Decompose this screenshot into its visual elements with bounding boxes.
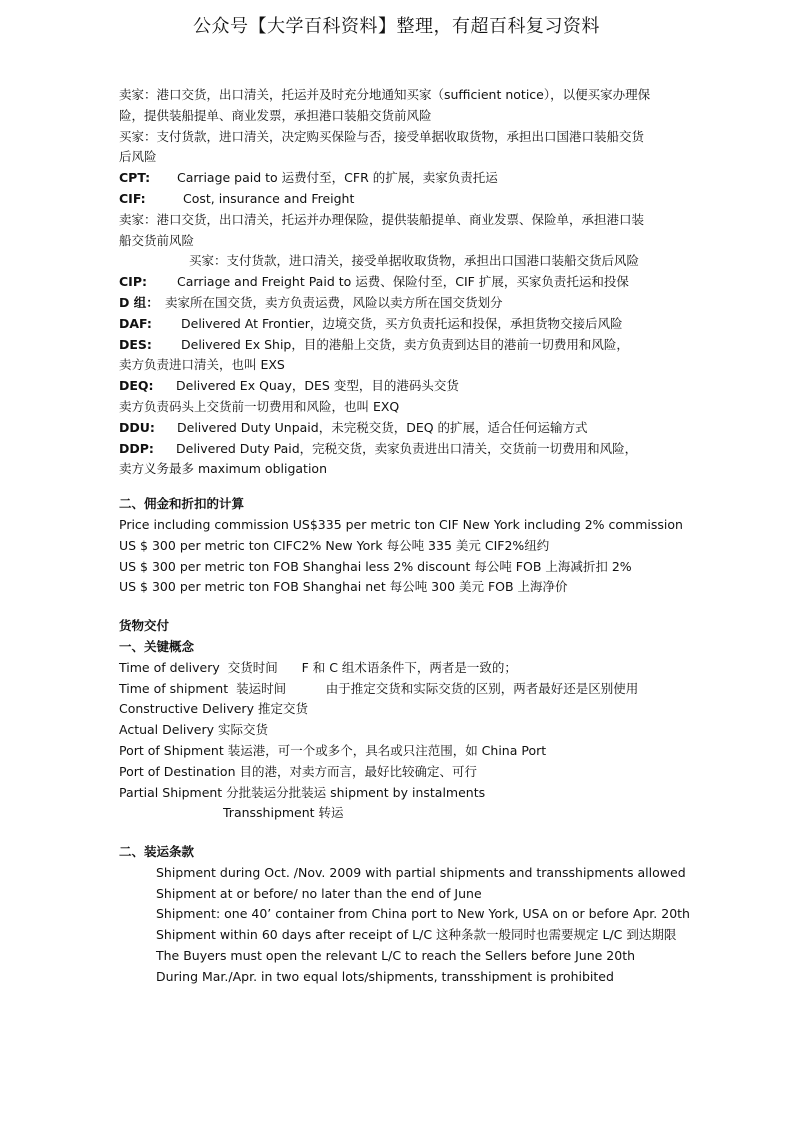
- term-ddu: [119, 418, 679, 439]
- commission-line: Price including commission US$335 per metric ton CIF New York including 2% commission: [119, 516, 683, 532]
- term-des: [119, 335, 679, 356]
- commission-line: US $ 300 per metric ton CIFC2% New York 每公吨 335 美元 CIF2%纽约: [119, 537, 550, 553]
- term-text: Carriage paid to 运费付至，CFR 的扩展，卖家负责托运: [177, 170, 498, 186]
- clause-line: Shipment during Oct. /Nov. 2009 with partial shipments and transshipments allowed: [156, 864, 686, 880]
- term-deq: [119, 376, 679, 397]
- term-label: CIF:: [119, 190, 146, 206]
- text-line: 卖方义务最多 maximum obligation: [119, 461, 327, 477]
- term-label: DDU:: [119, 419, 155, 435]
- text-line: 卖家：港口交货，出口清关，托运并办理保险，提供装船提单、商业发票、保险单，承担港口装: [119, 211, 645, 227]
- term-daf: [119, 314, 679, 335]
- concept-line: Time of shipment 装运时间 由于推定交货和实际交货的区别，两者最好还是区别使用: [119, 680, 639, 696]
- term-label: DDP:: [119, 440, 154, 456]
- section-heading-commission: 二、佣金和折扣的计算: [119, 496, 245, 512]
- term-cif: [119, 189, 679, 210]
- clause-line: The Buyers must open the relevant L/C to reach the Sellers before June 20th: [156, 948, 636, 964]
- term-text: Delivered Ex Ship，目的港船上交货，卖方负责到达目的港前一切费用和风险，: [181, 336, 629, 352]
- term-label: DAF:: [119, 315, 152, 331]
- term-cip: [119, 272, 679, 293]
- term-text: Delivered Duty Unpaid，未完税交货，DEQ 的扩展，适合任何运输方式: [177, 419, 588, 435]
- term-text: Cost, insurance and Freight: [183, 190, 355, 206]
- term-text: Delivered At Frontier，边境交货，买方负责托运和投保，承担货物交接后风险: [181, 315, 623, 331]
- term-label: DEQ:: [119, 378, 154, 394]
- term-text: Delivered Ex Quay，DES 变型，目的港码头交货: [176, 378, 459, 394]
- clause-line: Shipment: one 40’ container from China port to New York, USA on or before Apr. 20th: [156, 906, 690, 922]
- term-cpt: [119, 168, 679, 189]
- term-text: Carriage and Freight Paid to 运费、保险付至，CIF 扩展，买家负责托运和投保: [177, 274, 629, 290]
- term-label: CIP:: [119, 274, 147, 290]
- concept-line-transshipment: Transshipment 转运: [223, 805, 344, 821]
- clause-line: Shipment at or before/ no later than the end of June: [156, 885, 482, 901]
- clause-line: During Mar./Apr. in two equal lots/shipments, transshipment is prohibited: [156, 968, 614, 984]
- concept-line: Partial Shipment 分批装运分批装运 shipment by instalments: [119, 784, 486, 800]
- commission-line: US $ 300 per metric ton FOB Shanghai less 2% discount 每公吨 FOB 上海减折扣 2%: [119, 558, 632, 574]
- term-label: D 组：: [119, 294, 159, 310]
- text-line: 后风险: [119, 149, 157, 165]
- term-label: DES:: [119, 336, 152, 352]
- term-text: Delivered Duty Paid，完税交货，卖家负责进出口清关，交货前一切费用和风险，: [176, 440, 638, 456]
- clause-line: Shipment within 60 days after receipt of L/C 这种条款一般同时也需要规定 L/C 到达期限: [156, 927, 677, 943]
- concept-line: Constructive Delivery 推定交货: [119, 701, 308, 717]
- term-d-group: [119, 293, 679, 314]
- text-line: 险，提供装船提单、商业发票，承担港口装船交货前风险: [119, 107, 432, 123]
- concept-line: Port of Destination 目的港，对卖方而言，最好比较确定、可行: [119, 763, 477, 779]
- text-line: 买家：支付货款，进口清关，接受单据收取货物，承担出口国港口装船交货后风险: [189, 253, 640, 269]
- text-line: 卖方负责码头上交货前一切费用和风险，也叫 EXQ: [119, 398, 400, 414]
- document-body: [119, 85, 690, 988]
- concept-line: Port of Shipment 装运港，可一个或多个，具名或只注范围，如 China Port: [119, 742, 547, 758]
- section-heading-delivery: 货物交付: [119, 618, 170, 634]
- concept-line: Time of delivery 交货时间 F 和 C 组术语条件下，两者是一致的；: [119, 659, 517, 675]
- text-line: 卖方负责进口清关，也叫 EXS: [119, 357, 285, 373]
- term-text: 卖家所在国交货，卖方负责运费，风险以卖方所在国交货划分: [165, 294, 503, 310]
- commission-line: US $ 300 per metric ton FOB Shanghai net 每公吨 300 美元 FOB 上海净价: [119, 579, 568, 595]
- term-label: CPT:: [119, 170, 151, 186]
- subheading-key-concepts: 一、关键概念: [119, 638, 195, 654]
- term-ddp: [119, 439, 679, 460]
- text-line: 卖家：港口交货，出口清关，托运并及时充分地通知买家（sufficient notice），以便买家办理保: [119, 87, 651, 102]
- page-header: 公众号【大学百科资料】整理，有超百科复习资料: [193, 16, 600, 37]
- concept-line: Actual Delivery 实际交货: [119, 722, 268, 738]
- text-line: 买家：支付货款，进口清关，决定购买保险与否，接受单据收取货物，承担出口国港口装船交货: [119, 128, 645, 144]
- text-line: 船交货前风险: [119, 232, 195, 248]
- subheading-shipment-clauses: 二、装运条款: [119, 844, 195, 860]
